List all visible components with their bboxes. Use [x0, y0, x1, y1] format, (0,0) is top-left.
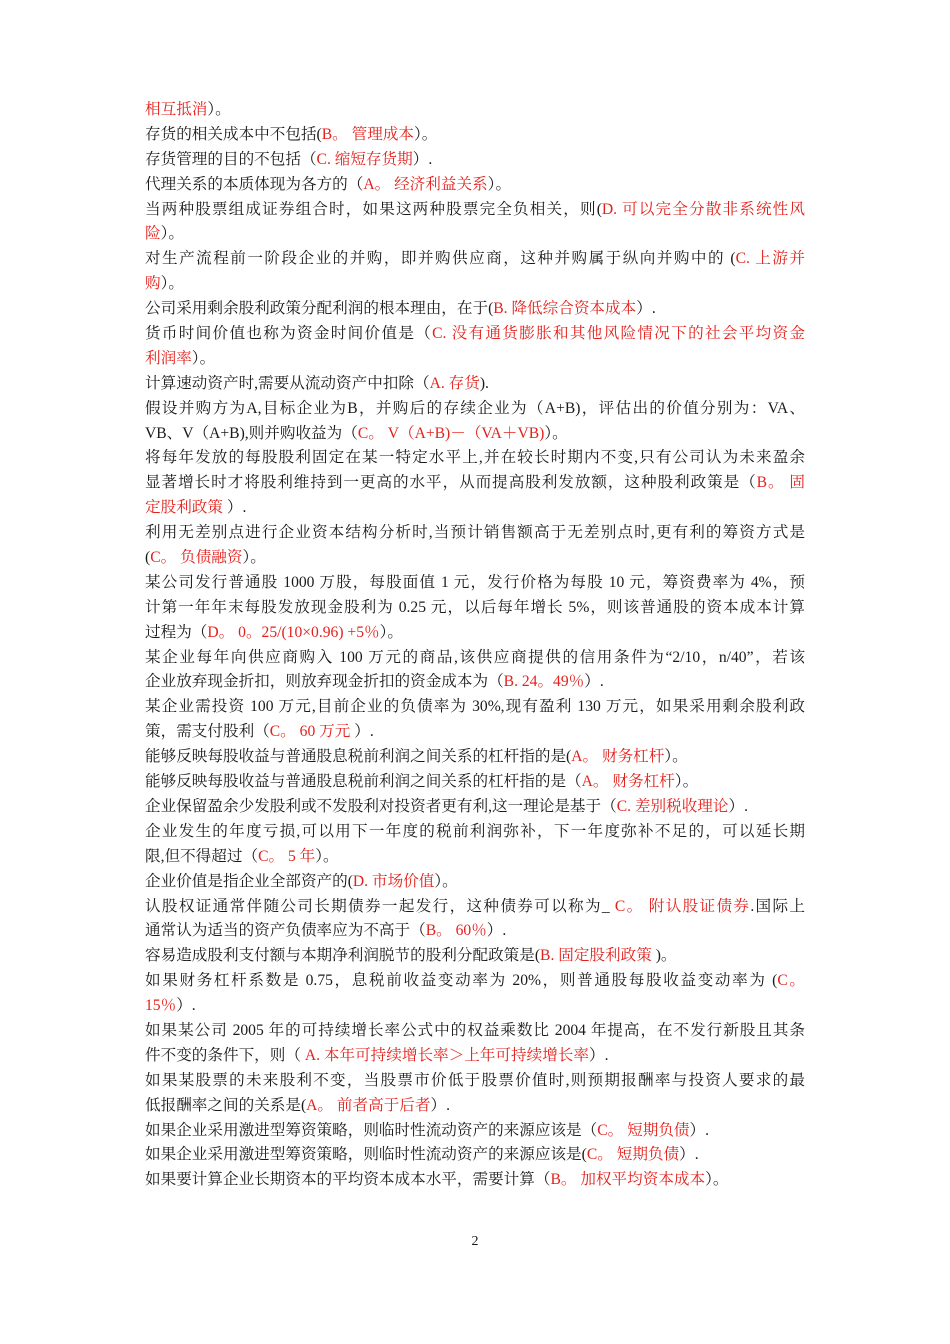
text-line	[145, 1044, 805, 1069]
line-text: 过程为（	[145, 623, 208, 641]
page-number: 2	[471, 1234, 479, 1249]
line-text: 企业放弃现金折扣，则放弃现金折扣的资金成本为（	[145, 673, 504, 691]
answer-text: A。 财务杠杆	[571, 748, 665, 766]
line-text: 存货的相关成本中不包括(	[145, 125, 322, 143]
answer-text: A。 财务杠杆	[581, 773, 675, 791]
line-text: ）。	[315, 847, 339, 865]
text-line	[145, 1069, 805, 1094]
answer-text: C. 差别税收理论	[616, 797, 729, 815]
line-text: 企业保留盈余少发股利或不发股利对投资者更有利,这一理论是基于（	[145, 797, 617, 815]
text-line	[145, 397, 805, 422]
text-line	[145, 471, 805, 496]
answer-text: B. 24。49％	[503, 673, 585, 691]
line-text: ）。	[160, 225, 184, 243]
text-line	[145, 546, 805, 571]
page-body	[145, 98, 805, 1193]
line-text: 公司采用剩余股利政策分配利润的根本理由，在于(	[145, 300, 494, 318]
line-text: )。	[651, 947, 677, 965]
text-line	[145, 198, 805, 223]
line-text: 某企业需投资 100 万元,目前企业的负债率为 30%,现有盈利 130 万元，如果采用剩余股利政	[145, 698, 805, 716]
line-text: ）。	[434, 872, 458, 890]
answer-text: 15％	[145, 997, 177, 1015]
text-line	[145, 173, 805, 198]
answer-text: D. 市场价值	[352, 872, 435, 890]
answer-text: A。 前者高于后者	[306, 1096, 431, 1114]
answer-text: 利润率	[145, 349, 192, 367]
text-line	[145, 745, 805, 770]
line-text: 如果企业采用激进型筹资策略，则临时性流动资产的来源应该是（	[145, 1121, 598, 1139]
line-text: ）.	[679, 1146, 699, 1164]
line-text: 计算速动资产时,需要从流动资产中扣除（	[145, 374, 430, 392]
line-text: 如果某公司 2005 年的可持续增长率公式中的权益乘数比 2004 年提高，在不发行新股且其条	[145, 1021, 805, 1039]
text-line	[145, 1119, 805, 1144]
line-text: 企业发生的年度亏损,可以用下一年度的税前利润弥补，下一年度弥补不足的，可以延长期	[145, 822, 805, 840]
line-text: ）.	[412, 150, 433, 168]
text-line	[145, 222, 805, 247]
line-text: ）.	[728, 797, 748, 815]
text-line	[145, 621, 805, 646]
answer-text: C。 短期负债	[597, 1121, 690, 1139]
line-text: 显著增长时才将股利维持到一更高的水平，从而提高股利发放额，这种股利政策是（	[145, 474, 757, 492]
line-text: ）.	[350, 723, 374, 741]
answer-text: C. 上游并	[735, 250, 806, 268]
text-line	[145, 646, 805, 671]
text-line	[145, 845, 805, 870]
line-text: ）.	[689, 1121, 710, 1139]
text-line	[145, 770, 805, 795]
line-text: ）。	[664, 748, 688, 766]
text-line	[145, 446, 805, 471]
line-text: 企业价值是指企业全部资产的(	[145, 872, 353, 890]
text-line	[145, 496, 805, 521]
line-text: ）.	[430, 1096, 450, 1114]
line-text: 对生产流程前一阶段企业的并购，即并购供应商，这种并购属于纵向并购中的 (	[145, 250, 736, 268]
line-text: 某企业每年向供应商购入 100 万元的商品,该供应商提供的信用条件为“2/10，n/40”，若该	[145, 648, 805, 666]
answer-text: C。 V（A+B)－（VA＋VB)	[357, 424, 545, 442]
line-text: ）.	[584, 673, 604, 691]
answer-text: A. 存货	[429, 374, 480, 392]
answer-text: B. 固定股利政策	[540, 947, 652, 965]
line-text: 策，需支付股利（	[145, 723, 270, 741]
text-line	[145, 123, 805, 148]
text-line	[145, 422, 805, 447]
text-line	[145, 720, 805, 745]
text-line	[145, 1168, 805, 1193]
line-text: 通常认为适当的资产负债率应为不高于（	[145, 922, 426, 940]
text-line	[145, 347, 805, 372]
answer-text: 定股利政策	[145, 499, 223, 517]
text-line	[145, 148, 805, 173]
line-text: 能够反映每股收益与普通股息税前利润之间关系的杠杆指的是(	[145, 748, 572, 766]
text-line	[145, 1143, 805, 1168]
line-text: 如果要计算企业长期资本的平均资本成本水平，需要计算（	[145, 1171, 551, 1189]
answer-text: C。 附认股证债券	[614, 897, 751, 915]
line-text: ).	[479, 374, 489, 392]
line-text: 某公司发行普通股 1000 万股，每股面值 1 元，发行价格为每股 10 元，筹资费率为 4%，预	[145, 573, 805, 591]
line-text: ）。	[544, 424, 568, 442]
text-line	[145, 895, 805, 920]
text-line	[145, 1094, 805, 1119]
answer-text: C。	[777, 972, 805, 990]
line-text: ）。	[160, 275, 184, 293]
answer-text: A. 本年可持续增长率＞上年可持续增长率	[304, 1046, 589, 1064]
line-text: 限,但不得超过（	[145, 847, 259, 865]
answer-text: 相互抵消	[145, 101, 208, 118]
line-text: (	[145, 549, 151, 567]
line-text: ）。	[414, 125, 438, 143]
line-text: ）。	[674, 773, 699, 791]
line-text: 存货管理的目的不包括（	[145, 150, 317, 168]
line-text: ）.	[636, 300, 656, 318]
answer-text: 购	[145, 275, 161, 293]
text-line	[145, 272, 805, 297]
text-line	[145, 870, 805, 895]
line-text: ）.	[589, 1046, 609, 1064]
text-line	[145, 969, 805, 994]
line-text: ）。	[379, 623, 403, 641]
text-line	[145, 297, 805, 322]
line-text: 如果财务杠杆系数是 0.75，息税前收益变动率为 20%，则普通股每股收益变动率为 (	[145, 972, 778, 990]
line-text: ）.	[222, 499, 247, 517]
answer-text: C. 缩短存货期	[316, 150, 413, 168]
text-line	[145, 98, 805, 123]
answer-text: B. 降低综合资本成本	[493, 300, 637, 318]
answer-text: C。 5 年	[258, 847, 316, 865]
text-line	[145, 695, 805, 720]
text-line	[145, 372, 805, 397]
text-line	[145, 994, 805, 1019]
answer-text: C。 短期负债	[586, 1146, 680, 1164]
line-text: ）。	[487, 175, 512, 193]
line-text: 能够反映每股收益与普通股息税前利润之间关系的杠杆指的是（	[145, 773, 582, 791]
line-text: 当两种股票组成证券组合时，如果这两种股票完全负相关，则(	[145, 200, 602, 218]
line-text: ）.	[176, 997, 196, 1015]
line-text: 件不变的条件下，则（	[145, 1046, 305, 1064]
line-text: ）。	[191, 349, 216, 367]
text-line	[145, 322, 805, 347]
line-text: 假设并购方为A,目标企业为B，并购后的存续企业为（A+B)，评估出的价值分别为：VA、	[145, 399, 805, 417]
line-text: 将每年发放的每股股利固定在某一特定水平上,并在较长时期内不变,只有公司认为未来盈余	[145, 449, 805, 467]
answer-text: B。 管理成本	[321, 125, 415, 143]
line-text: 计第一年年末每股发放现金股利为 0.25 元，以后每年增长 5%，则该普通股的资本成本计算	[145, 598, 805, 616]
line-text: VB、V（A+B),则并购收益为（	[145, 424, 358, 442]
text-line	[145, 795, 805, 820]
text-line	[145, 521, 805, 546]
line-text: ）。	[242, 549, 266, 567]
line-text: 认股权证通常伴随公司长期债券一起发行，这种债券可以称为_	[145, 897, 615, 915]
text-line	[145, 944, 805, 969]
line-text: 代理关系的本质体现为各方的（	[145, 175, 364, 193]
text-line	[145, 596, 805, 621]
answer-text: B。 60％	[425, 922, 487, 940]
answer-text: C。 60 万元	[269, 723, 351, 741]
line-text: ）。	[705, 1171, 729, 1189]
answer-text: B。 固	[756, 474, 805, 492]
line-text: ）。	[207, 101, 231, 118]
text-line	[145, 247, 805, 272]
text-line	[145, 1019, 805, 1044]
text-line	[145, 820, 805, 845]
answer-text: D。 0。25/(10×0.96) +5％	[207, 623, 380, 641]
line-text: ）.	[486, 922, 507, 940]
text-line	[145, 571, 805, 596]
line-text: .国际上	[750, 897, 805, 915]
line-text: 低报酬率之间的关系是(	[145, 1096, 307, 1114]
text-line	[145, 670, 805, 695]
line-text: 容易造成股利支付额与本期净利润脱节的股利分配政策是(	[145, 947, 541, 965]
line-text: 利用无差别点进行企业资本结构分析时,当预计销售额高于无差别点时,更有利的筹资方式是	[145, 524, 805, 542]
line-text: 货币时间价值也称为资金时间价值是（	[145, 325, 433, 343]
answer-text: C. 没有通货膨胀和其他风险情况下的社会平均资金	[432, 325, 805, 343]
line-text: 如果某股票的未来股利不变，当股票市价低于股票价值时,则预期报酬率与投资人要求的最	[145, 1071, 805, 1089]
answer-text: B。 加权平均资本成本	[550, 1171, 706, 1189]
line-text: 如果企业采用激进型筹资策略，则临时性流动资产的来源应该是(	[145, 1146, 587, 1164]
text-line	[145, 919, 805, 944]
answer-text: 险	[145, 225, 161, 243]
answer-text: C。 负债融资	[150, 549, 243, 567]
answer-text: A。 经济利益关系	[363, 175, 488, 193]
answer-text: D. 可以完全分散非系统性风	[601, 200, 805, 218]
